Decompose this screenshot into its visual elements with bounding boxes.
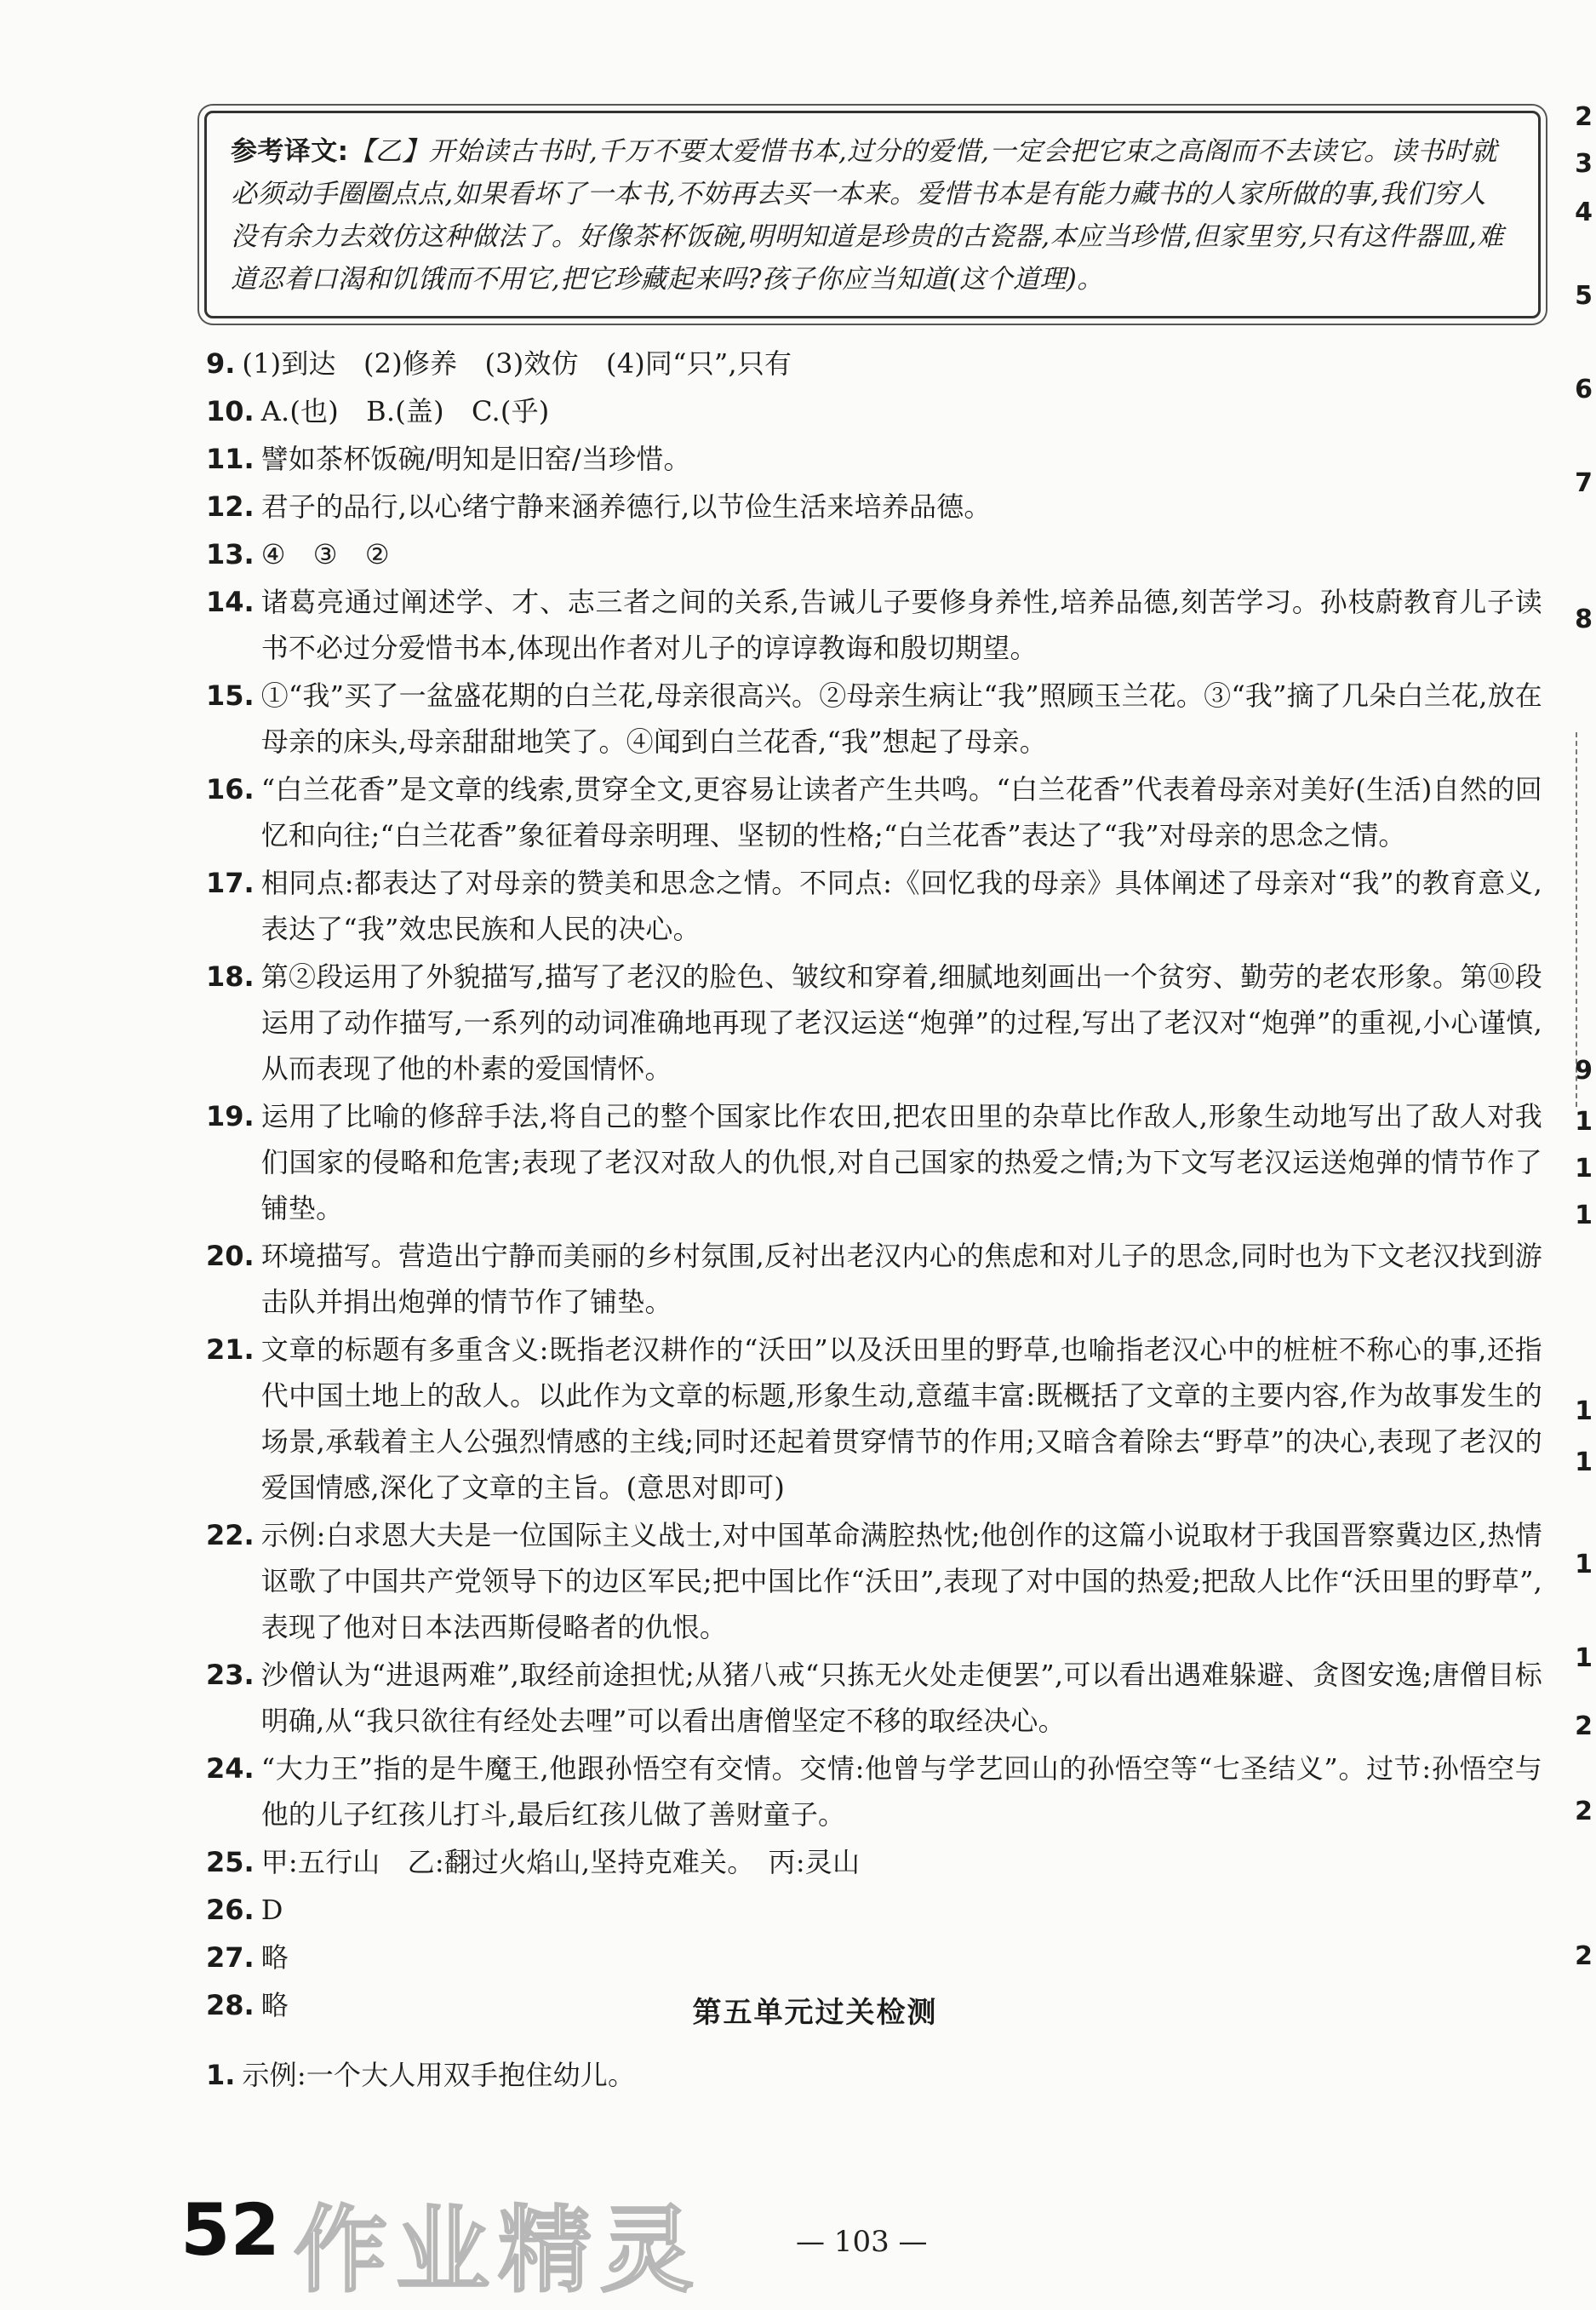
answer-number: 22.: [206, 1519, 255, 1551]
section-title: 第五单元过关检测: [692, 1996, 938, 2030]
answer-number: 23.: [206, 1659, 255, 1691]
adjacent-page-number: 6: [1575, 375, 1593, 404]
adjacent-page-number: 1: [1575, 1447, 1593, 1477]
answer-number: 12.: [206, 490, 255, 523]
adjacent-page-number: 9: [1575, 1056, 1593, 1086]
adjacent-page-edge: [1562, 0, 1596, 2265]
answer-number: 1.: [206, 2059, 236, 2091]
watermark-logo: 作业精灵: [294, 2196, 702, 2305]
adjacent-page-number: 2: [1575, 1797, 1593, 1826]
answer-text: D: [260, 1894, 283, 1926]
answer-number: 18.: [206, 960, 255, 993]
answer-text: 第②段运用了外貌描写,描写了老汉的脸色、皱纹和穿着,细腻地刻画出一个贫穷、勤劳的老农形象。第⑩段运用了动作描写,一系列的动词准确地再现了老汉运送“炮弹”的过程,写出了老汉对“炮弹”的重视,小心谨慎,从而表现了他的朴素的爱国情怀。: [260, 960, 1542, 1085]
answer-number: 11.: [206, 443, 255, 475]
reference-label: 参考译文:: [231, 136, 349, 167]
answer-number: 10.: [206, 395, 255, 427]
adjacent-page-number: 1: [1575, 1396, 1593, 1426]
answer-list: [206, 341, 1542, 2030]
answer-number: 13.: [206, 538, 255, 570]
answer-item: [206, 1512, 1542, 1650]
answer-item: [206, 1839, 1542, 1885]
adjacent-page-divider: [1576, 732, 1596, 1107]
answer-text: 沙僧认为“进退两难”,取经前途担忧;从猪八戒“只拣无火处走便罢”,可以看出遇难躲避、贪图安逸;唐僧目标明确,从“我只欲往有经处去哩”可以看出唐僧坚定不移的取经决心。: [260, 1659, 1542, 1737]
adjacent-page-number: 1: [1575, 1643, 1593, 1673]
answer-number: 17.: [206, 867, 255, 899]
answer-item: [206, 2052, 1057, 2098]
answer-number: 9.: [206, 347, 236, 380]
adjacent-page-number: 1: [1575, 1107, 1593, 1137]
answer-item: [206, 1652, 1542, 1744]
answer-text: A.(也) B.(盖) C.(乎): [260, 395, 550, 427]
answer-text: 示例:一个大人用双手抱住幼儿。: [242, 2059, 636, 2091]
answer-number: 19.: [206, 1100, 255, 1132]
answer-item: [206, 341, 1542, 387]
answer-item: [206, 531, 1542, 577]
answer-item: [206, 1093, 1542, 1231]
answer-text: 环境描写。营造出宁静而美丽的乡村氛围,反衬出老汉内心的焦虑和对儿子的思念,同时也为下文老汉找到游击队并捐出炮弹的情节作了铺垫。: [260, 1240, 1542, 1318]
page-number: — 103 —: [796, 2225, 928, 2259]
answer-number: 25.: [206, 1846, 255, 1878]
answer-item: [206, 579, 1542, 671]
answer-text: (1)到达 (2)修养 (3)效仿 (4)同“只”,只有: [242, 347, 792, 380]
answer-number: 20.: [206, 1240, 255, 1272]
adjacent-page-number: 2: [1575, 1711, 1593, 1741]
answer-text: 运用了比喻的修辞手法,将自己的整个国家比作农田,把农田里的杂草比作敌人,形象生动地写出了敌人对我们国家的侵略和危害;表现了老汉对敌人的仇恨,对自己国家的热爱之情;为下文写老汉运送炮弹的情节作了铺垫。: [260, 1100, 1542, 1224]
answer-text: 示例:白求恩大夫是一位国际主义战士,对中国革命满腔热忱;他创作的这篇小说取材于我国晋察冀边区,热情讴歌了中国共产党领导下的边区军民;把中国比作“沃田”,表现了对中国的热爱;把敌人比作“沃田里的野草”,表现了他对日本法西斯侵略者的仇恨。: [260, 1519, 1542, 1643]
answer-item: [206, 484, 1542, 530]
answer-number: 16.: [206, 773, 255, 805]
answer-text: 文章的标题有多重含义:既指老汉耕作的“沃田”以及沃田里的野草,也喻指老汉心中的桩桩不称心的事,还指代中国土地上的敌人。以此作为文章的标题,形象生动,意蕴丰富:既概括了文章的主要内容,作为故事发生的场景,承载着主人公强烈情感的主线;同时还起着贯穿情节的作用;又暗含着除去“野草”的决心,表现了老汉的爱国情感,深化了文章的主旨。(意思对即可): [260, 1333, 1542, 1504]
answer-text: 甲:五行山 乙:翻过火焰山,坚持克难关。 丙:灵山: [260, 1846, 861, 1878]
answer-text: 略: [260, 1989, 289, 2021]
answer-number: 14.: [206, 586, 255, 618]
answer-item: [206, 1745, 1542, 1837]
answer-number: 27.: [206, 1941, 255, 1974]
answer-item: [206, 766, 1542, 858]
adjacent-page-number: 7: [1575, 468, 1593, 498]
answer-number: 24.: [206, 1752, 255, 1785]
reference-translation: [231, 130, 1509, 301]
reference-text: 【乙】开始读古书时,千万不要太爱惜书本,过分的爱惜,一定会把它束之高阁而不去读它。读书时就必须动手圈圈点点,如果看坏了一本书,不妨再去买一本来。爱惜书本是有能力藏书的人家所做的事,我们穷人没有余力去效仿这种做法了。好像茶杯饭碗,明明知道是珍贵的古瓷器,本应当珍惜,但家里穷,只有这件器皿,难道忍着口渴和饥饿而不用它,把它珍藏起来吗?孩子你应当知道(这个道理)。: [231, 136, 1504, 295]
answer-text: “白兰花香”是文章的线索,贯穿全文,更容易让读者产生共鸣。“白兰花香”代表着母亲对美好(生活)自然的回忆和向往;“白兰花香”象征着母亲明理、坚韧的性格;“白兰花香”表达了“我”对母亲的思念之情。: [260, 773, 1542, 851]
adjacent-page-number: 3: [1575, 149, 1593, 179]
answer-number: 15.: [206, 679, 255, 712]
adjacent-page-number: 4: [1575, 198, 1593, 227]
answer-item: [206, 1887, 1542, 1933]
answer-text: 譬如茶杯饭碗/明知是旧窑/当珍惜。: [260, 443, 691, 475]
answer-item: [206, 1327, 1542, 1510]
adjacent-page-number: 2: [1575, 102, 1593, 132]
answer-item: [206, 860, 1542, 952]
adjacent-page-number: 2: [1575, 1941, 1593, 1971]
answer-item: [206, 954, 1542, 1092]
adjacent-page-number: 1: [1575, 1201, 1593, 1230]
answer-text: 相同点:都表达了对母亲的赞美和思念之情。不同点:《回忆我的母亲》具体阐述了母亲对“我”的教育意义,表达了“我”效忠民族和人民的决心。: [260, 867, 1542, 945]
answer-text: 诸葛亮通过阐述学、才、志三者之间的关系,告诫儿子要修身养性,培养品德,刻苦学习。孙枝蔚教育儿子读书不必过分爱惜书本,体现出作者对儿子的谆谆教诲和殷切期望。: [260, 586, 1542, 664]
answer-number: 28.: [206, 1989, 255, 2021]
answer-item: [206, 436, 1542, 482]
answer-number: 26.: [206, 1894, 255, 1926]
answer-text: 君子的品行,以心绪宁静来涵养德行,以节俭生活来培养品德。: [260, 490, 992, 523]
answer-text: ④ ③ ②: [260, 538, 390, 570]
adjacent-page-number: 8: [1575, 605, 1593, 634]
answer-text: “大力王”指的是牛魔王,他跟孙悟空有交情。交情:他曾与学艺回山的孙悟空等“七圣结义”。过节:孙悟空与他的儿子红孩儿打斗,最后红孩儿做了善财童子。: [260, 1752, 1542, 1831]
answer-item: [206, 673, 1542, 765]
adjacent-page-number: 5: [1575, 281, 1593, 311]
answer-text: ①“我”买了一盆盛花期的白兰花,母亲很高兴。②母亲生病让“我”照顾玉兰花。③“我”摘了几朵白兰花,放在母亲的床头,母亲甜甜地笑了。④闻到白兰花香,“我”想起了母亲。: [260, 679, 1542, 758]
answer-item: [206, 1233, 1542, 1325]
answer-item: [206, 388, 1542, 434]
answer-item: [206, 1935, 1542, 1980]
adjacent-page-number: 1: [1575, 1550, 1593, 1579]
reference-translation-box: [204, 111, 1541, 318]
adjacent-page-number: 1: [1575, 1154, 1593, 1184]
page-badge: 52: [180, 2188, 280, 2272]
answer-text: 略: [260, 1941, 289, 1974]
answer-number: 21.: [206, 1333, 255, 1366]
